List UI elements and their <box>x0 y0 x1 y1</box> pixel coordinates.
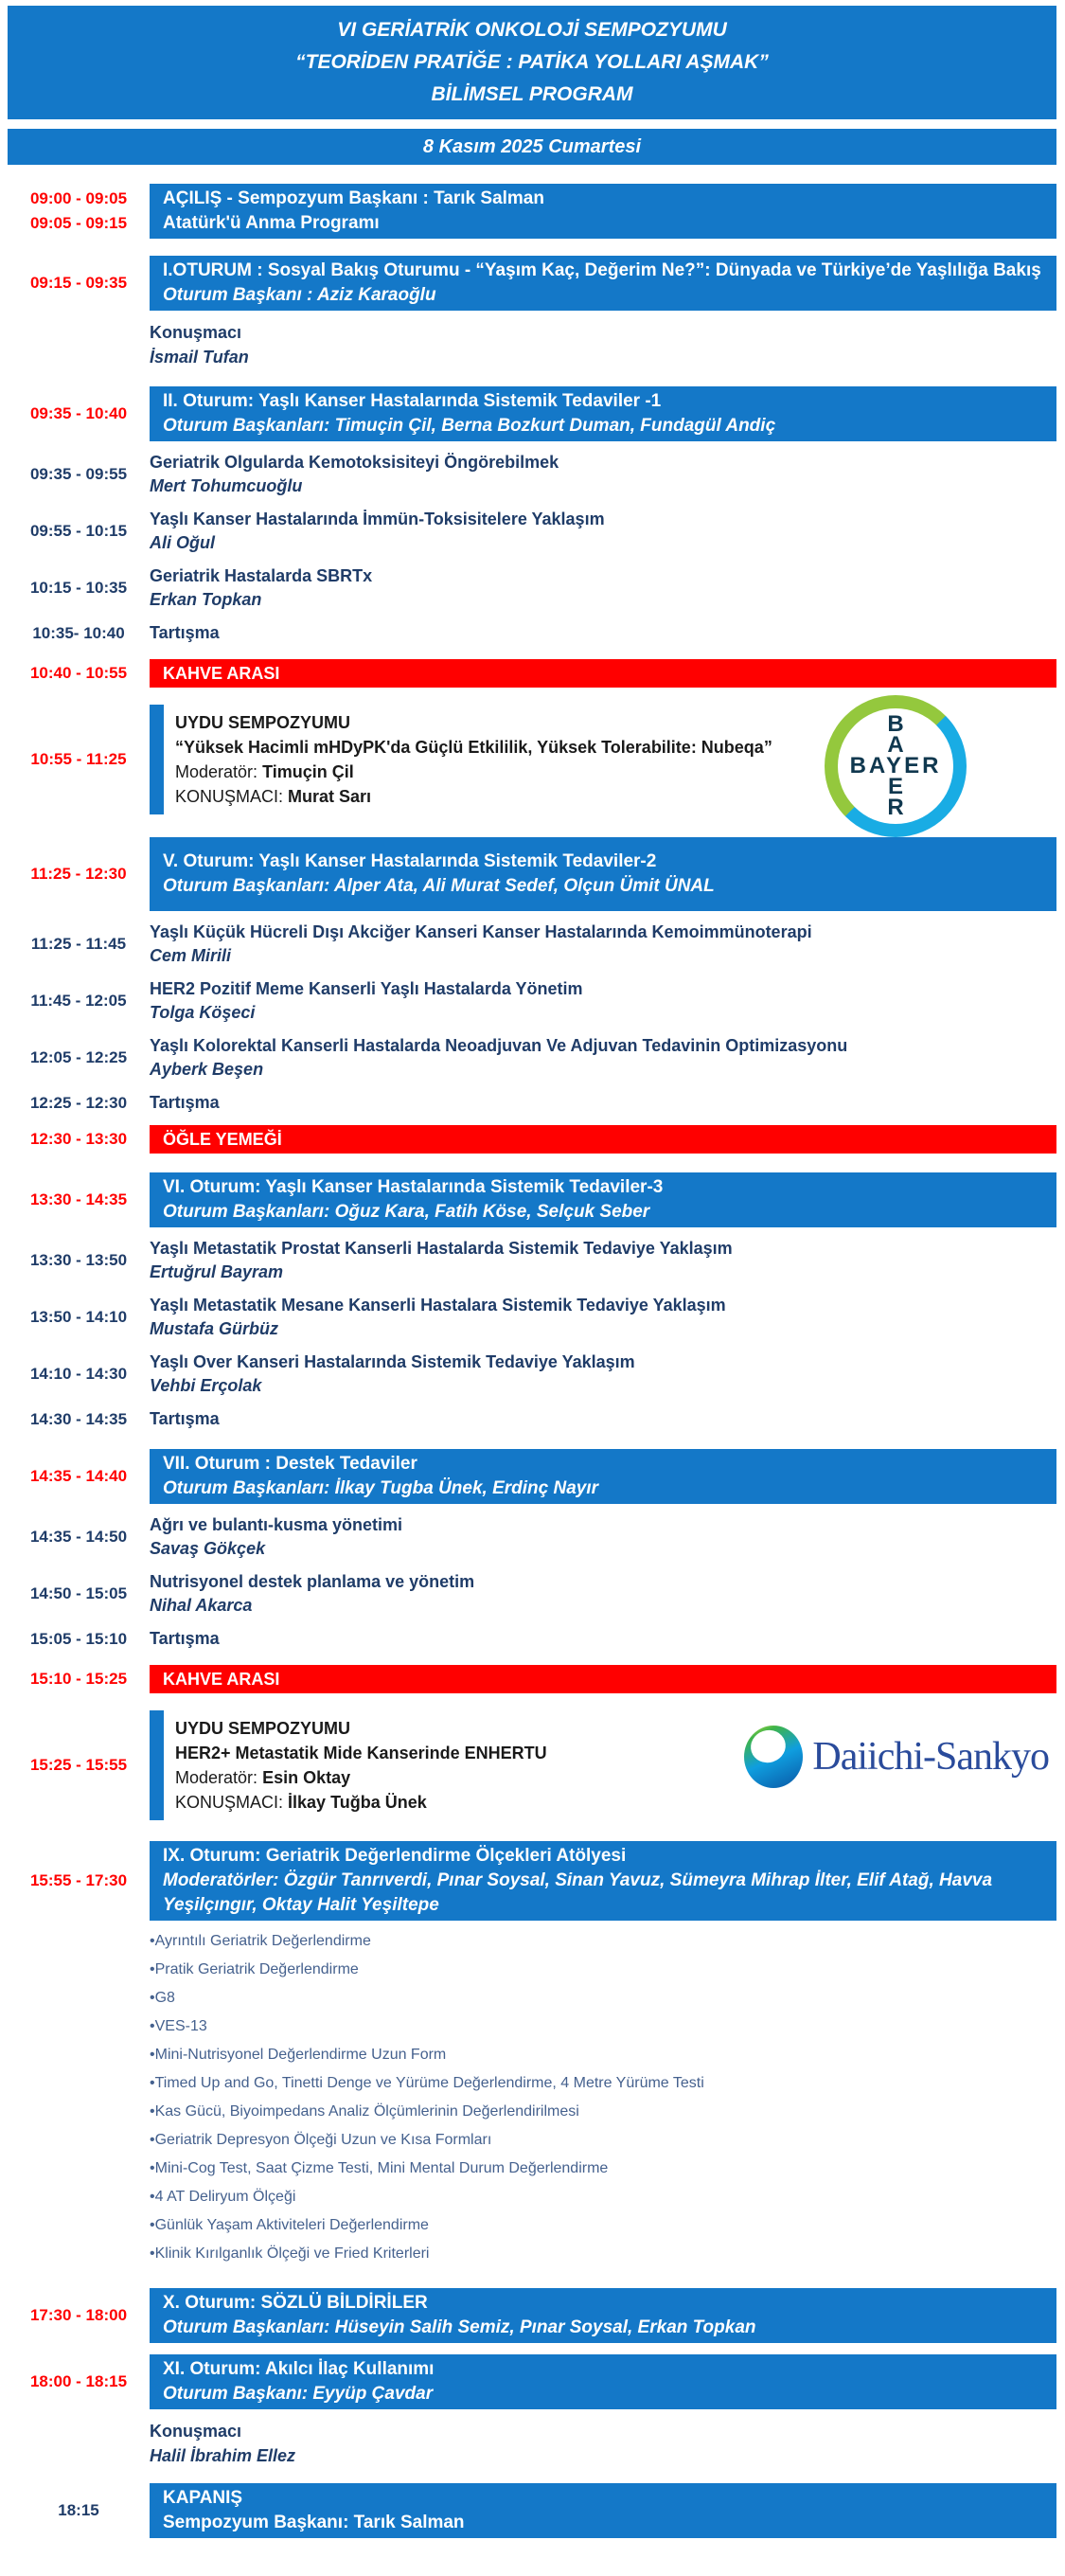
list-item: • Geriatrik Depresyon Ölçeği Uzun ve Kısa Formları <box>150 2131 1056 2149</box>
talk-row: 09:35 - 09:55 Geriatrik Olgularda Kemotoksisiteyi Öngörebilmek Mert Tohumcuoğlu <box>8 451 1056 498</box>
time-cell: 09:15 - 09:35 <box>29 274 128 292</box>
session-bar: VI. Oturum: Yaşlı Kanser Hastalarında Sistemik Tedaviler-3 Oturum Başkanları: Oğuz Kara, Fatih Köse, Selçuk Seber <box>150 1172 1056 1227</box>
talk-row: 13:30 - 13:50 Yaşlı Metastatik Prostat Kanserli Hastalarda Sistemik Tedaviye Yaklaşım Ertuğrul Bayram <box>8 1237 1056 1284</box>
program-label: BİLİMSEL PROGRAM <box>431 83 633 105</box>
session-bar: XI. Oturum: Akılcı İlaç Kullanımı Oturum Başkanı: Eyyüp Çavdar <box>150 2354 1056 2409</box>
session-row <box>8 256 1056 311</box>
speaker-block-row: Konuşmacı İsmail Tufan <box>8 320 1056 369</box>
satellite-block: UYDU SEMPOZYUMU HER2+ Metastatik Mide Kanserinde ENHERTU Moderatör: Esin Oktay KONUŞMACI: İlkay Tuğba Ünek <box>150 1710 1056 1820</box>
list-item: • Timed Up and Go, Tinetti Denge ve Yürüme Değerlendirme, 4 Metre Yürüme Testi <box>150 2074 1056 2092</box>
time-cell: 13:30 - 13:50 <box>29 1251 128 1269</box>
list-item: • Mini-Cog Test, Saat Çizme Testi, Mini Mental Durum Değerlendirme <box>150 2159 1056 2177</box>
session-bar: AÇILIŞ - Sempozyum Başkanı : Tarık Salman Atatürk'ü Anma Programı <box>150 184 1056 239</box>
time-cell: 09:35 - 09:55 <box>29 465 128 483</box>
talk-row: 12:05 - 12:25 Yaşlı Kolorektal Kanserli Hastalarda Neoadjuvan Ve Adjuvan Tedavinin Optimizasyonu Ayberk Beşen <box>8 1034 1056 1082</box>
time-cell: 13:50 - 14:10 <box>29 1308 128 1326</box>
satellite-block: UYDU SEMPOZYUMU “Yüksek Hacimli mHDyPK'da Güçlü Etkililik, Yüksek Tolerabilite: Nubeqa” Moderatör: Timuçin Çil KONUŞMACI: Murat Sarı <box>150 705 1056 814</box>
speaker-block-row: Konuşmacı Halil İbrahim Ellez <box>8 2419 1056 2468</box>
session-row <box>8 386 1056 441</box>
program-page <box>0 6 1065 2576</box>
break-row <box>8 1125 1056 1154</box>
list-item: • 4 AT Deliryum Ölçeği <box>150 2188 1056 2206</box>
time-cell: 15:55 - 17:30 <box>29 1871 128 1889</box>
session-bar: KAPANIŞ Sempozyum Başkanı: Tarık Salman <box>150 2483 1056 2538</box>
time-cell: 12:30 - 13:30 <box>29 1130 128 1148</box>
time-cell: 11:25 - 12:30 <box>30 865 127 883</box>
daiichi-sankyo-wordmark: Daiichi-Sankyo <box>812 1735 1049 1779</box>
symposium-title: VI GERİATRİK ONKOLOJİ SEMPOZYUMU <box>337 19 727 41</box>
list-item: • Günlük Yaşam Aktiviteleri Değerlendirme <box>150 2216 1056 2234</box>
bayer-logo <box>825 695 967 837</box>
program-header <box>8 6 1056 119</box>
satellite-row <box>8 705 1056 820</box>
session-row <box>8 184 1056 239</box>
time-cell: 15:10 - 15:25 <box>29 1670 128 1688</box>
time-cell: 15:25 - 15:55 <box>29 1756 128 1774</box>
list-item: • Klinik Kırılganlık Ölçeği ve Fried Kriterleri <box>150 2245 1056 2263</box>
time-cell: 17:30 - 18:00 <box>29 2306 128 2324</box>
talk-row: 14:50 - 15:05 Nutrisyonel destek planlama ve yönetim Nihal Akarca <box>8 1570 1056 1618</box>
break-bar: KAHVE ARASI <box>150 659 1056 688</box>
time-cell: 18:15 <box>58 2501 99 2519</box>
session-bar: X. Oturum: SÖZLÜ BİLDİRİLER Oturum Başkanları: Hüseyin Salih Semiz, Pınar Soysal, Erkan Topkan <box>150 2288 1056 2343</box>
list-item: • Mini-Nutrisyonel Değerlendirme Uzun Form <box>150 2046 1056 2064</box>
session-row <box>8 1172 1056 1227</box>
workshop-topics-list <box>150 1932 1056 2263</box>
talk-row: 11:25 - 11:45 Yaşlı Küçük Hücreli Dışı Akciğer Kanseri Kanser Hastalarında Kemoimmünoterapi Cem Mirili <box>8 921 1056 968</box>
time-cell <box>8 2419 150 2421</box>
workshop-bullets-row <box>8 1932 1056 2273</box>
time-cell: 15:05 - 15:10 <box>29 1630 128 1648</box>
time-cell: 14:30 - 14:35 <box>29 1410 128 1428</box>
list-item: • G8 <box>150 1989 1056 2007</box>
session-bar: IX. Oturum: Geriatrik Değerlendirme Ölçekleri Atölyesi Moderatörler: Özgür Tanrıverdi, Pınar Soysal, Sinan Yavuz, Sümeyra Mihrap İlter, Elif Atağ, Havva Yeşilçıngır, Oktay Halit Yeşiltepe <box>150 1841 1056 1921</box>
time-cell: 11:25 - 11:45 <box>30 935 127 953</box>
break-row <box>8 1665 1056 1693</box>
session-row <box>8 837 1056 911</box>
session-bar: I.OTURUM : Sosyal Bakış Oturumu - “Yaşım Kaç, Değerim Ne?”: Dünyada ve Türkiye’de Yaşlılığa Bakış Oturum Başkanı : Aziz Karaoğlu <box>150 256 1056 311</box>
discussion-row: 14:30 - 14:35 Tartışma <box>8 1407 1056 1432</box>
time-cell <box>8 1932 150 1934</box>
time-cell <box>8 320 150 322</box>
session-bar: II. Oturum: Yaşlı Kanser Hastalarında Sistemik Tedaviler -1 Oturum Başkanları: Timuçin Çil, Berna Bozkurt Duman, Fundagül Andiç <box>150 386 1056 441</box>
time-cell: 18:00 - 18:15 <box>29 2372 128 2390</box>
session-row <box>8 2288 1056 2343</box>
time-cell: 14:35 - 14:50 <box>29 1528 128 1546</box>
time-cell: 09:35 - 10:40 <box>29 404 128 422</box>
time-cell: 11:45 - 12:05 <box>30 992 127 1010</box>
time-cell: 14:35 - 14:40 <box>29 1467 128 1485</box>
session-row <box>8 2354 1056 2409</box>
schedule <box>8 184 1056 2538</box>
time-cell: 14:10 - 14:30 <box>29 1365 128 1383</box>
closing-row <box>8 2483 1056 2538</box>
list-item: • VES-13 <box>150 2017 1056 2035</box>
time-cell: 12:05 - 12:25 <box>29 1048 128 1066</box>
talk-row: 10:15 - 10:35 Geriatrik Hastalarda SBRTx Erkan Topkan <box>8 564 1056 612</box>
session-bar: V. Oturum: Yaşlı Kanser Hastalarında Sistemik Tedaviler-2 Oturum Başkanları: Alper Ata, Ali Murat Sedef, Olçun Ümit ÜNAL <box>150 837 1056 911</box>
session-bar: VII. Oturum : Destek Tedaviler Oturum Başkanları: İlkay Tugba Ünek, Erdinç Nayır <box>150 1449 1056 1504</box>
time-cell: 10:40 - 10:55 <box>29 664 128 682</box>
time-cell: 10:35- 10:40 <box>32 624 125 642</box>
bayer-vertical-word: B A E R <box>887 711 904 820</box>
satellite-row <box>8 1710 1056 1820</box>
symposium-subtitle: “TEORİDEN PRATİĞE : PATİKA YOLLARI AŞMAK” <box>295 51 769 73</box>
list-item: • Kas Gücü, Biyoimpedans Analiz Ölçümlerinin Değerlendirilmesi <box>150 2102 1056 2120</box>
time-cell: 13:30 - 14:35 <box>29 1190 128 1208</box>
break-row <box>8 659 1056 688</box>
discussion-row: 15:05 - 15:10 Tartışma <box>8 1627 1056 1652</box>
session-row <box>8 1449 1056 1504</box>
break-bar: ÖĞLE YEMEĞİ <box>150 1125 1056 1154</box>
talk-row: 11:45 - 12:05 HER2 Pozitif Meme Kanserli Yaşlı Hastalarda Yönetim Tolga Köşeci <box>8 977 1056 1025</box>
time-cell: 10:15 - 10:35 <box>29 579 128 597</box>
daiichi-sankyo-logo <box>744 1726 1049 1788</box>
bayer-horizontal-word: BAYER <box>849 753 942 778</box>
session-row <box>8 1841 1056 1921</box>
list-item: • Ayrıntılı Geriatrik Değerlendirme <box>150 1932 1056 1950</box>
date-bar: 8 Kasım 2025 Cumartesi <box>8 129 1056 165</box>
talk-row: 14:35 - 14:50 Ağrı ve bulantı-kusma yönetimi Savaş Gökçek <box>8 1513 1056 1561</box>
time-cell: 12:25 - 12:30 <box>29 1094 128 1112</box>
list-item: • Pratik Geriatrik Değerlendirme <box>150 1960 1056 1978</box>
time-cell: 09:00 - 09:05 09:05 - 09:15 <box>29 189 128 232</box>
talk-row: 14:10 - 14:30 Yaşlı Over Kanseri Hastalarında Sistemik Tedaviye Yaklaşım Vehbi Erçolak <box>8 1351 1056 1398</box>
daiichi-sankyo-mark-icon <box>744 1726 803 1788</box>
time-cell: 14:50 - 15:05 <box>29 1584 128 1602</box>
time-cell: 10:55 - 11:25 <box>30 750 127 768</box>
talk-row: 09:55 - 10:15 Yaşlı Kanser Hastalarında İmmün-Toksisitelere Yaklaşım Ali Oğul <box>8 508 1056 555</box>
break-bar: KAHVE ARASI <box>150 1665 1056 1693</box>
time-cell: 09:55 - 10:15 <box>29 522 128 540</box>
bayer-logo-ring <box>825 695 967 837</box>
discussion-row: 10:35- 10:40 Tartışma <box>8 621 1056 646</box>
discussion-row: 12:25 - 12:30 Tartışma <box>8 1091 1056 1116</box>
talk-row: 13:50 - 14:10 Yaşlı Metastatik Mesane Kanserli Hastalara Sistemik Tedaviye Yaklaşım Mustafa Gürbüz <box>8 1294 1056 1341</box>
